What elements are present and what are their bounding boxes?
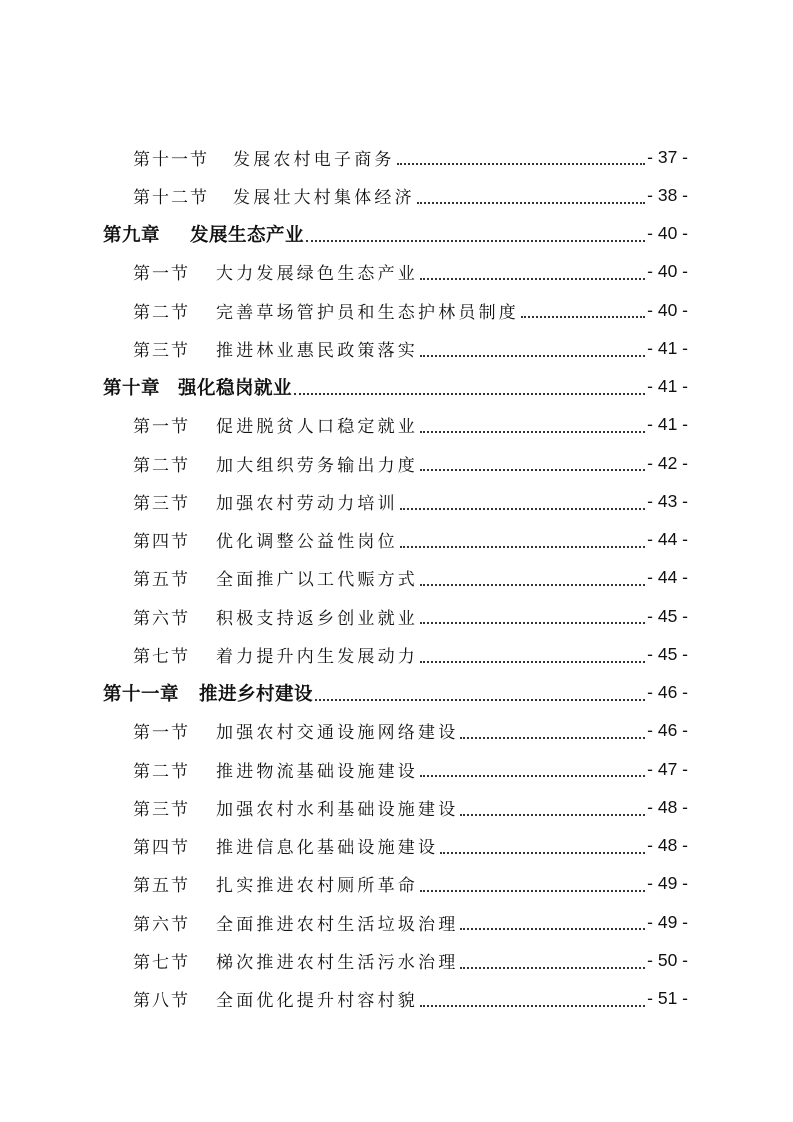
toc-page-number: - 43 -	[647, 490, 688, 511]
toc-entry-title: 着力提升内生发展动力	[216, 646, 418, 667]
dot-leader	[460, 927, 645, 930]
toc-entry-number: 第四节	[133, 838, 190, 859]
dot-leader	[460, 966, 645, 969]
toc-page-number: - 40 -	[647, 223, 688, 244]
toc-section-entry[interactable]	[0, 827, 793, 865]
toc-entry-title: 梯次推进农村生活污水治理	[216, 952, 459, 973]
toc-entry-number: 第十一章	[103, 683, 180, 705]
toc-entry-title: 加强农村交通设施网络建设	[216, 723, 459, 744]
toc-entry-title: 全面推广以工代赈方式	[216, 570, 418, 591]
toc-entry-number: 第九章	[103, 224, 161, 246]
toc-section-entry[interactable]	[0, 712, 793, 750]
toc-entry-number: 第八节	[133, 991, 190, 1012]
toc-entry-number: 第七节	[133, 952, 190, 973]
table-of-contents	[0, 138, 793, 1018]
toc-section-entry[interactable]	[0, 635, 793, 673]
dot-leader	[306, 239, 645, 242]
toc-entry-number: 第十一节	[133, 149, 209, 170]
toc-entry-number: 第六节	[133, 608, 190, 629]
toc-page-number: - 37 -	[647, 146, 688, 167]
toc-section-entry[interactable]	[0, 138, 793, 176]
toc-page-number: - 44 -	[647, 529, 688, 550]
toc-section-entry[interactable]	[0, 521, 793, 559]
toc-entry-title: 促进脱贫人口稳定就业	[216, 417, 418, 438]
toc-page-number: - 45 -	[647, 643, 688, 664]
toc-entry-number: 第三节	[133, 799, 190, 820]
toc-section-entry[interactable]	[0, 329, 793, 367]
toc-entry-number: 第一节	[133, 417, 190, 438]
toc-entry-number: 第二节	[133, 455, 190, 476]
toc-entry-title: 积极支持返乡创业就业	[216, 608, 418, 629]
toc-page-number: - 48 -	[647, 796, 688, 817]
toc-entry-title: 发展农村电子商务	[233, 149, 395, 170]
toc-chapter-entry[interactable]	[0, 368, 793, 406]
toc-entry-title: 加强农村水利基础设施建设	[216, 799, 459, 820]
toc-entry-title: 推进乡村建设	[199, 683, 314, 705]
dot-leader	[420, 583, 645, 586]
toc-page-number: - 45 -	[647, 605, 688, 626]
toc-page-number: - 47 -	[647, 758, 688, 779]
toc-page-number: - 41 -	[647, 414, 688, 435]
toc-page-number: - 46 -	[647, 682, 688, 703]
toc-page-number: - 49 -	[647, 873, 688, 894]
toc-entry-number: 第二节	[133, 761, 190, 782]
toc-entry-number: 第三节	[133, 493, 190, 514]
toc-page-number: - 40 -	[647, 299, 688, 320]
toc-page-number: - 42 -	[647, 452, 688, 473]
toc-entry-number: 第十章	[103, 377, 161, 399]
toc-section-entry[interactable]	[0, 750, 793, 788]
dot-leader	[420, 1004, 645, 1007]
toc-entry-number: 第七节	[133, 646, 190, 667]
toc-entry-title: 发展生态产业	[190, 224, 305, 246]
toc-entry-title: 加强农村劳动力培训	[216, 493, 398, 514]
toc-entry-title: 全面优化提升村容村貌	[216, 991, 418, 1012]
toc-page-number: - 50 -	[647, 949, 688, 970]
toc-chapter-entry[interactable]	[0, 674, 793, 712]
toc-page-number: - 51 -	[647, 988, 688, 1009]
dot-leader	[420, 468, 645, 471]
toc-entry-title: 大力发展绿色生态产业	[216, 264, 418, 285]
toc-page-number: - 44 -	[647, 567, 688, 588]
toc-entry-title: 完善草场管护员和生态护林员制度	[216, 302, 519, 323]
toc-section-entry[interactable]	[0, 903, 793, 941]
dot-leader	[460, 736, 645, 739]
dot-leader	[420, 354, 645, 357]
toc-page-number: - 41 -	[647, 337, 688, 358]
toc-page-number: - 40 -	[647, 261, 688, 282]
toc-entry-title: 发展壮大村集体经济	[233, 187, 415, 208]
dot-leader	[417, 201, 645, 204]
dot-leader	[420, 660, 645, 663]
dot-leader	[400, 545, 645, 548]
toc-entry-title: 加大组织劳务输出力度	[216, 455, 418, 476]
toc-entry-title: 推进物流基础设施建设	[216, 761, 418, 782]
toc-entry-title: 全面推进农村生活垃圾治理	[216, 914, 459, 935]
dot-leader	[440, 851, 645, 854]
toc-entry-number: 第五节	[133, 876, 190, 897]
dot-leader	[420, 277, 645, 280]
toc-chapter-entry[interactable]	[0, 215, 793, 253]
dot-leader	[521, 315, 645, 318]
toc-entry-number: 第十二节	[133, 187, 209, 208]
toc-entry-number: 第六节	[133, 914, 190, 935]
toc-section-entry[interactable]	[0, 176, 793, 214]
toc-section-entry[interactable]	[0, 980, 793, 1018]
toc-entry-title: 强化稳岗就业	[178, 377, 293, 399]
toc-section-entry[interactable]	[0, 559, 793, 597]
dot-leader	[315, 698, 645, 701]
toc-section-entry[interactable]	[0, 406, 793, 444]
toc-page-number: - 46 -	[647, 720, 688, 741]
toc-entry-number: 第三节	[133, 340, 190, 361]
toc-entry-title: 扎实推进农村厕所革命	[216, 876, 418, 897]
dot-leader	[420, 430, 645, 433]
toc-page-number: - 38 -	[647, 184, 688, 205]
toc-entry-number: 第五节	[133, 570, 190, 591]
dot-leader	[397, 162, 646, 165]
toc-entry-number: 第一节	[133, 723, 190, 744]
dot-leader	[294, 392, 645, 395]
toc-page-number: - 41 -	[647, 376, 688, 397]
toc-section-entry[interactable]	[0, 444, 793, 482]
toc-section-entry[interactable]	[0, 253, 793, 291]
toc-section-entry[interactable]	[0, 597, 793, 635]
toc-section-entry[interactable]	[0, 788, 793, 826]
dot-leader	[420, 621, 645, 624]
toc-section-entry[interactable]	[0, 291, 793, 329]
toc-section-entry[interactable]	[0, 941, 793, 979]
dot-leader	[420, 889, 645, 892]
dot-leader	[460, 813, 645, 816]
toc-entry-title: 推进信息化基础设施建设	[216, 838, 439, 859]
toc-entry-number: 第四节	[133, 532, 190, 553]
dot-leader	[420, 774, 645, 777]
toc-entry-number: 第二节	[133, 302, 190, 323]
toc-page-number: - 49 -	[647, 911, 688, 932]
toc-page-number: - 48 -	[647, 835, 688, 856]
toc-entry-title: 优化调整公益性岗位	[216, 532, 398, 553]
dot-leader	[400, 507, 645, 510]
toc-entry-number: 第一节	[133, 264, 190, 285]
toc-section-entry[interactable]	[0, 482, 793, 520]
toc-section-entry[interactable]	[0, 865, 793, 903]
toc-entry-title: 推进林业惠民政策落实	[216, 340, 418, 361]
